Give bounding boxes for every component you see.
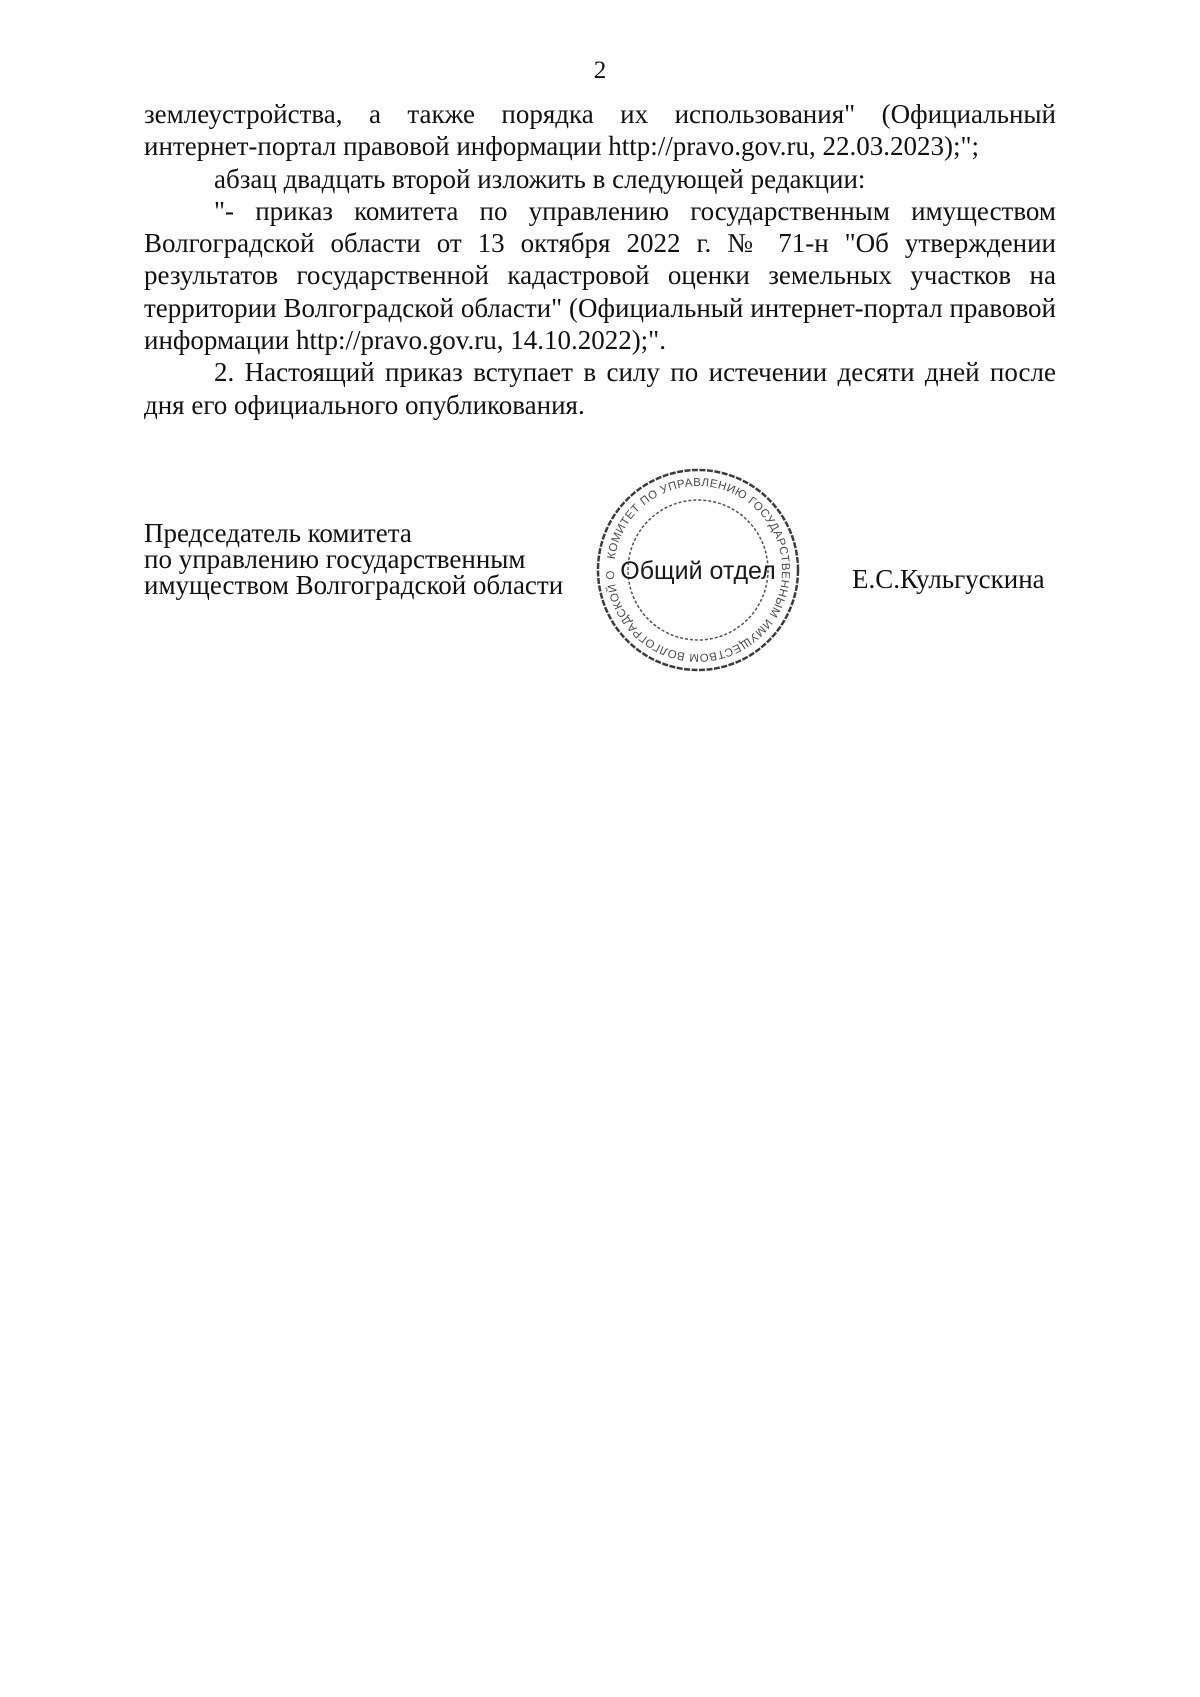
stamp-ring-textpath: КОМИТЕТ ПО УПРАВЛЕНИЮ ГОСУДАРСТВЕННЫМ ИМУЩЕСТВОМ ВОЛГОГРАДСКОЙ О [604,476,792,664]
stamp-graphic [588,460,808,680]
official-stamp [588,460,808,680]
paragraph-1: землеустройства, а также порядка их использования" (Официальный интернет-портал правовой информации http://pravo.gov.ru, 22.03.2023);"; [144,99,1056,162]
page-number: 2 [593,57,607,84]
position-line-1: Председатель комитета [144,518,412,548]
paragraph-2: абзац двадцать второй изложить в следующей редакции: [214,163,866,194]
signer-name: Е.С.Кульгускина [852,564,1045,594]
document-body [144,98,1056,421]
position-line-3: имуществом Волгоградской области [144,570,564,600]
stamp-center-text: Общий отдел [620,557,776,585]
paragraph-4: 2. Настоящий приказ вступает в силу по истечении десяти дней после дня его официального опубликования. [144,357,1056,420]
signatory-position [144,520,594,598]
paragraph-3: "- приказ комитета по управлению государственным имуществом Волгоградской области от 13 октября 2022 г. № 71-н "Об утверждении результатов государственной кадастровой оценки земельных участков на территории Волгоградской области" (Официальный интернет-портал правовой информации http://pravo.gov.ru, 14.10.2022);". [144,195,1056,356]
position-line-2: по управлению государственным [144,544,526,574]
